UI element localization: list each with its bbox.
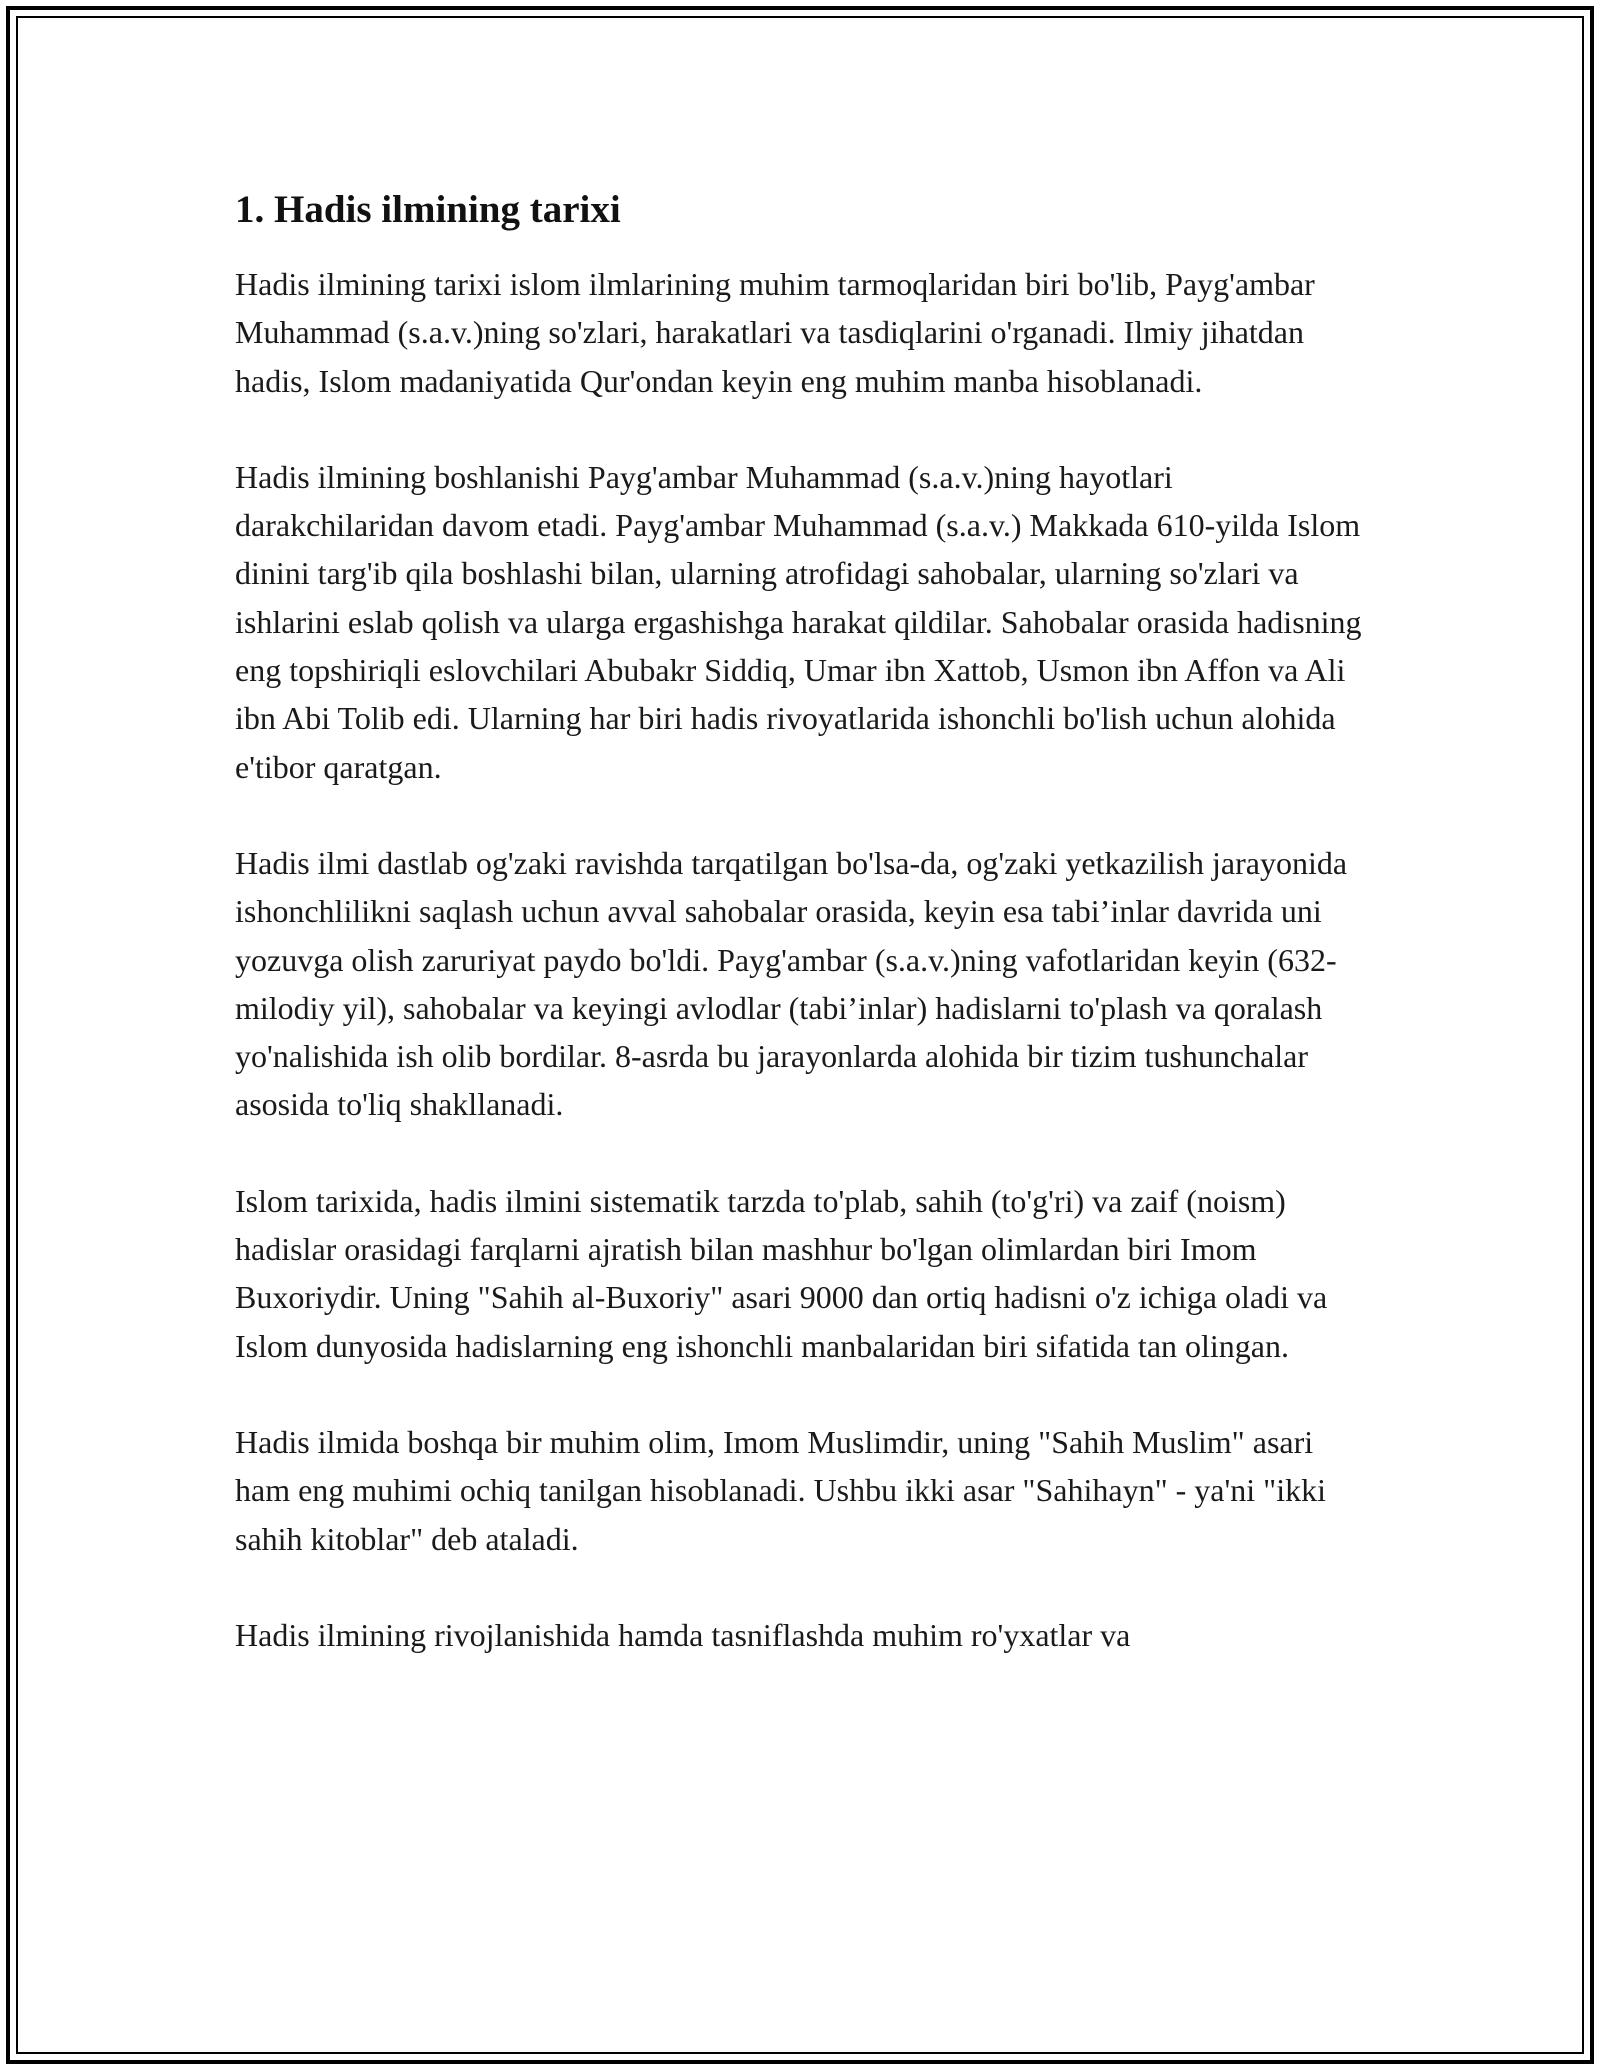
paragraph-oral-transmission: Hadis ilmi dastlab og'zaki ravishda tarqatilgan bo'lsa-da, og'zaki yetkazilish jarayonida ishonchlilikni saqlash uchun avval sahobalar orasida, keyin esa tabi’inlar davrida uni yozuvga olish zaruriyat paydo bo'ldi. Payg'ambar (s.a.v.)ning vafotlaridan keyin (632-milodiy yil), sahobalar va keyingi avlodlar (tabi’inlar) hadislarni to'plash va qoralash yo'nalishida ish olib bordilar. 8-asrda bu jarayonlarda alohida bir tizim tushunchalar asosida to'liq shakllanadi. <box>235 844 1348 1123</box>
paragraph-imam-bukhari: Islom tarixida, hadis ilmini sistematik tarzda to'plab, sahih (to'g'ri) va zaif (noism) hadislar orasidagi farqlarni ajratish bilan mashhur bo'lgan olimlardan biri Imom Buxoriydir. Uning "Sahih al-Buxoriy" asari 9000 dan ortiq hadisni o'z ichiga oladi va Islom dunyosida hadislarning eng ishonchli manbalaridan biri sifatida tan olingan. <box>235 1182 1328 1364</box>
paragraph-development: Hadis ilmining rivojlanishida hamda tasniflashda muhim ro'yxatlar va <box>235 1616 1131 1653</box>
section-heading: 1. Hadis ilmining tarixi <box>235 188 621 231</box>
paragraph-intro: Hadis ilmining tarixi islom ilmlarining muhim tarmoqlaridan biri bo'lib, Payg'ambar Muhammad (s.a.v.)ning so'zlari, harakatlari va tasdiqlarini o'rganadi. Ilmiy jihatdan hadis, Islom madaniyatida Qur'ondan keyin eng muhim manba hisoblanadi. <box>235 266 1315 399</box>
paragraph-imam-muslim: Hadis ilmida boshqa bir muhim olim, Imom Muslimdir, uning "Sahih Muslim" asari ham eng muhimi ochiq tanilgan hisoblanadi. Ushbu ikki asar "Sahihayn" - ya'ni "ikki sahih kitoblar" deb ataladi. <box>235 1423 1326 1557</box>
paragraph-origins: Hadis ilmining boshlanishi Payg'ambar Muhammad (s.a.v.)ning hayotlari darakchilaridan davom etadi. Payg'ambar Muhammad (s.a.v.) Makkada 610-yilda Islom dinini targ'ib qila boshlashi bilan, ularning atrofidagi sahobalar, ularning so'zlari va ishlarini eslab qolish va ularga ergashishga harakat qildilar. Sahobalar orasida hadisning eng topshiriqli eslovchilari Abubakr Siddiq, Umar ibn Xattob, Usmon ibn Affon va Ali ibn Abi Tolib edi. Ularning har biri hadis rivoyatlarida ishonchli bo'lish uchun alohida e'tibor qaratgan. <box>235 458 1362 785</box>
document-body <box>235 186 1375 1707</box>
